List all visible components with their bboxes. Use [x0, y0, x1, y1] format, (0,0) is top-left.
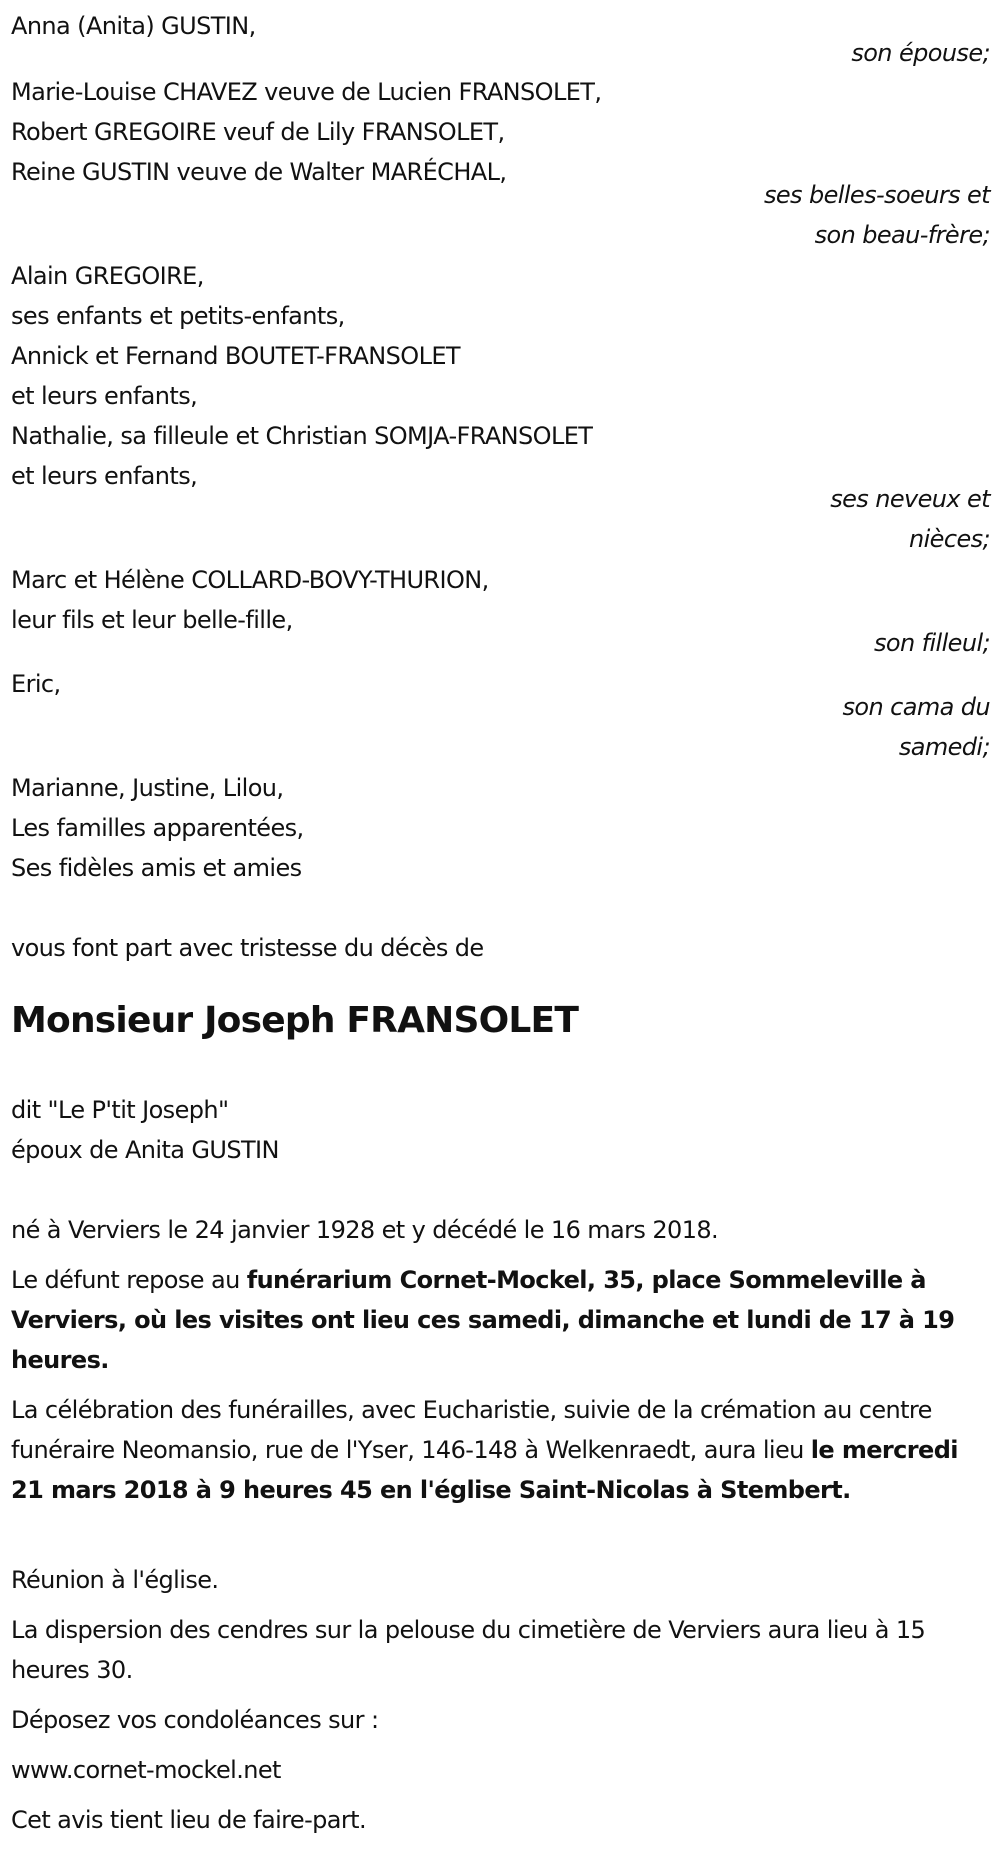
- repose-location: funérarium Cornet-Mockel, 35, place Sommeleville à Verviers, où les visites ont lieu ces samedi, dimanche et lundi de 17 à 19 heures.: [11, 1266, 955, 1374]
- family-line: leur fils et leur belle-fille,: [11, 606, 293, 634]
- family-line: Alain GREGOIRE,: [11, 262, 204, 290]
- announcement-text: vous font part avec tristesse du décès de: [11, 934, 484, 962]
- website-link[interactable]: www.cornet-mockel.net: [11, 1756, 281, 1784]
- family-line: Marie-Louise CHAVEZ veuve de Lucien FRANSOLET,: [11, 78, 602, 106]
- family-line: Ses fidèles amis et amies: [11, 854, 302, 882]
- reunion-text: Réunion à l'église.: [11, 1566, 219, 1594]
- relationship-label: son épouse;: [851, 39, 990, 67]
- ceremony-prefix: La célébration des funérailles, avec Eucharistie, suivie de la crémation au centre funéraire Neomansio, rue de l'Yser, 146-148 à Welkenraedt, aura lieu: [11, 1396, 932, 1464]
- relationship-label: samedi;: [898, 733, 990, 761]
- repose-paragraph: [11, 1260, 991, 1380]
- relationship-label: ses neveux et: [830, 485, 990, 513]
- condolences-label: Déposez vos condoléances sur :: [11, 1706, 379, 1734]
- family-line: et leurs enfants,: [11, 462, 198, 490]
- relationship-label: ses belles-soeurs et: [763, 181, 990, 209]
- family-line: Annick et Fernand BOUTET-FRANSOLET: [11, 342, 460, 370]
- birth-death-text: né à Verviers le 24 janvier 1928 et y décédé le 16 mars 2018.: [11, 1216, 719, 1244]
- family-line: Marc et Hélène COLLARD-BOVY-THURION,: [11, 566, 489, 594]
- family-line: Anna (Anita) GUSTIN,: [11, 12, 256, 40]
- deceased-spouse: époux de Anita GUSTIN: [11, 1136, 279, 1164]
- family-line: Reine GUSTIN veuve de Walter MARÉCHAL,: [11, 158, 507, 186]
- dispersion-paragraph: La dispersion des cendres sur la pelouse du cimetière de Verviers aura lieu à 15 heures 30.: [11, 1616, 926, 1684]
- family-line: Nathalie, sa filleule et Christian SOMJA-FRANSOLET: [11, 422, 593, 450]
- family-line: Les familles apparentées,: [11, 814, 304, 842]
- relationship-label: son beau-frère;: [814, 221, 990, 249]
- family-line: et leurs enfants,: [11, 382, 198, 410]
- family-line: Marianne, Justine, Lilou,: [11, 774, 284, 802]
- ceremony-datetime-location: le mercredi 21 mars 2018 à 9 heures 45 en l'église Saint-Nicolas à Stembert.: [11, 1436, 958, 1504]
- family-line: Robert GREGOIRE veuf de Lily FRANSOLET,: [11, 118, 505, 146]
- deceased-name: Monsieur Joseph FRANSOLET: [11, 1000, 579, 1041]
- relationship-label: son filleul;: [873, 629, 990, 657]
- closing-text: Cet avis tient lieu de faire-part.: [11, 1806, 366, 1834]
- family-line: ses enfants et petits-enfants,: [11, 302, 345, 330]
- relationship-label: son cama du: [842, 693, 990, 721]
- ceremony-paragraph: [11, 1390, 991, 1510]
- family-line: Eric,: [11, 670, 61, 698]
- relationship-label: nièces;: [909, 525, 990, 553]
- repose-prefix: Le défunt repose au: [11, 1266, 247, 1294]
- deceased-nickname: dit "Le P'tit Joseph": [11, 1096, 229, 1124]
